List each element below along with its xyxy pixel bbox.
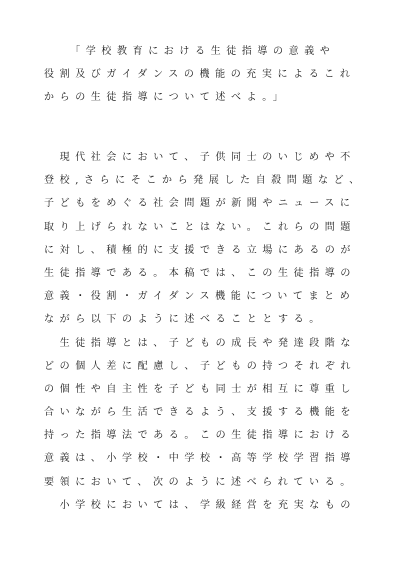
essay-prompt: [44, 40, 374, 109]
body-line: 現代社会において、子供同士のいじめや不: [44, 152, 356, 163]
body-line: 要領において、次のように述べられている。: [44, 476, 356, 488]
body-line: 持った指導法である。この生徒指導における: [44, 430, 356, 442]
body-line: 生徒指導とは、子どもの成長や発達段階な: [44, 337, 356, 349]
body-line: 子どもをめぐる社会問題が新聞やニュースに: [44, 198, 356, 210]
prompt-line: 「学校教育における生徒指導の意義や: [44, 46, 336, 57]
body-line: 小学校においては、学級経営を充実なもの: [44, 499, 356, 511]
body-line: 意義は、小学校・中学校・高等学校学習指導: [44, 453, 356, 465]
body-line: 取り上げられないことはない。これらの問題: [44, 221, 356, 233]
prompt-line: からの生徒指導について述べよ。」: [44, 92, 289, 103]
body-line: 意義・役割・ガイダンス機能についてまとめ: [44, 291, 356, 303]
body-line: 登校,さらにそこから発展した自殺問題など、: [44, 175, 365, 187]
body-line: 合いながら生活できるよう、支援する機能を: [44, 407, 356, 419]
body-line: の個性や自主性を子ども同士が相互に尊重し: [44, 383, 356, 395]
body-line: 生徒指導である。本稿では、この生徒指導の: [44, 267, 356, 279]
body-line: ながら以下のように述べることとする。: [44, 314, 325, 326]
body-line: に対し、積極的に支援できる立場にあるのが: [44, 244, 356, 256]
essay-body: [44, 146, 374, 517]
prompt-line: 役割及びガイダンスの機能の充実によるこれ: [44, 69, 356, 80]
body-line: どの個人差に配慮し、子どもの持つそれぞれ: [44, 360, 356, 372]
